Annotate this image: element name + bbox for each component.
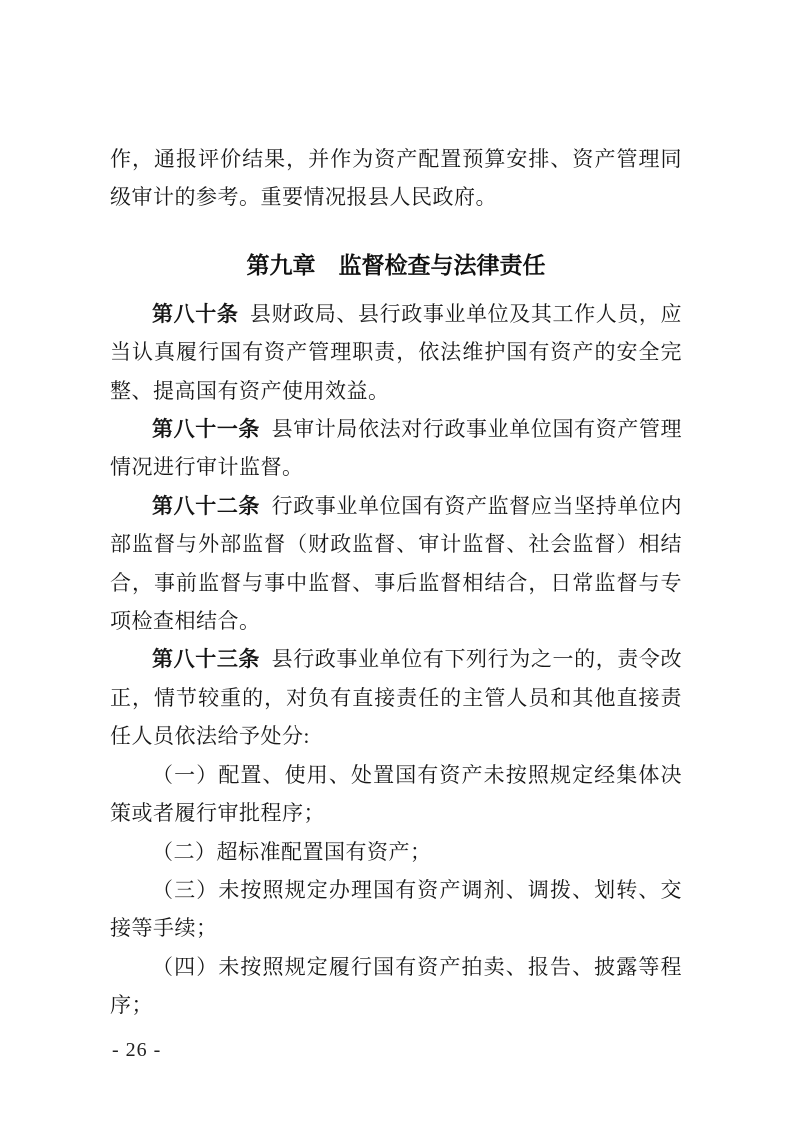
chapter-title: 监督检查与法律责任 [338, 251, 546, 278]
chapter-heading [110, 243, 682, 287]
list-item-2: （二）超标准配置国有资产； [152, 839, 432, 864]
chapter-number: 第九章 [246, 251, 316, 278]
article-81-paragraph [110, 410, 682, 487]
article-83-number: 第八十三条 [152, 647, 261, 672]
continuation-paragraph: 作，通报评价结果，并作为资产配置预算安排、资产管理同级审计的参考。重要情况报县人民政府。 [110, 147, 682, 210]
article-80-text: 县财政局、县行政事业单位及其工作人员，应当认真履行国有资产管理职责，依法维护国有资产的安全完整、提高国有资产使用效益。 [110, 301, 683, 403]
article-83-text: 县行政事业单位有下列行为之一的，责令改正，情节较重的，对负有直接责任的主管人员和其他直接责任人员依法给予处分: [110, 647, 683, 749]
article-80-number: 第八十条 [152, 301, 239, 326]
article-82-text: 行政事业单位国有资产监督应当坚持单位内部监督与外部监督（财政监督、审计监督、社会监督）相结合，事前监督与事中监督、事后监督相结合，日常监督与专项检查相结合。 [110, 493, 683, 634]
list-item-3: （三）未按照规定办理国有资产调剂、调拨、划转、交接等手续； [110, 877, 682, 941]
list-item-1: （一）配置、使用、处置国有资产未按照规定经集体决策或者履行审批程序； [110, 762, 682, 826]
article-80-paragraph [110, 295, 682, 410]
page-number: - 26 - [112, 1039, 162, 1061]
article-81-number: 第八十一条 [152, 417, 261, 442]
article-82-number: 第八十二条 [152, 493, 261, 518]
document-body [110, 140, 682, 1025]
article-82-paragraph [110, 487, 682, 641]
article-83-paragraph [110, 640, 682, 755]
article-81-text: 县审计局依法对行政事业单位国有资产管理情况进行审计监督。 [110, 417, 683, 480]
list-item-4: （四）未按照规定履行国有资产拍卖、报告、披露等程序； [110, 954, 682, 1018]
